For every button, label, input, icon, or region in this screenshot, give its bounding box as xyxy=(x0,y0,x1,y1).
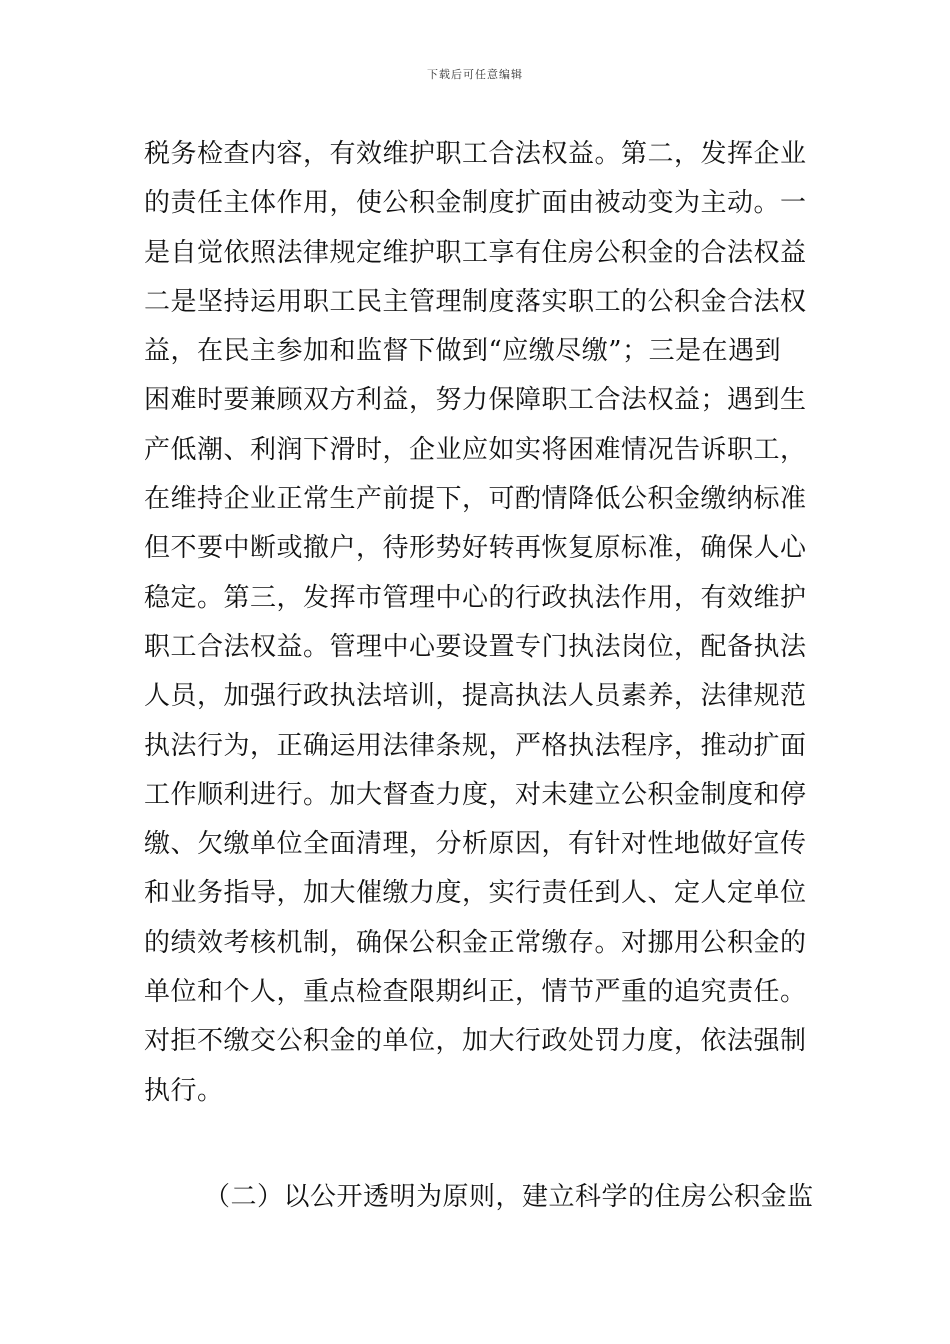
body-paragraph xyxy=(144,130,814,1116)
page-header: 下载后可任意编辑 xyxy=(427,68,523,81)
section-heading: （二）以公开透明为原则，建立科学的住房公积金监 xyxy=(204,1182,814,1212)
text-line: 职工合法权益。管理中心要设置专门执法岗位，配备执法 xyxy=(144,631,807,662)
text-line: 产低潮、利润下滑时，企业应如实将困难情况告诉职工， xyxy=(144,434,807,465)
text-line: 工作顺利进行。加大督查力度，对未建立公积金制度和停 xyxy=(144,779,807,810)
text-line: 但不要中断或撤户，待形势好转再恢复原标准，确保人心 xyxy=(144,533,807,564)
text-line: 执行。 xyxy=(144,1075,224,1106)
text-line: 是自觉依照法律规定维护职工享有住房公积金的合法权益 xyxy=(144,237,807,268)
text-line: 益，在民主参加和监督下做到“应缴尽缴”；三是在遇到 xyxy=(144,336,782,367)
text-line: 缴、欠缴单位全面清理，分析原因，有针对性地做好宣传 xyxy=(144,829,807,860)
text-line: 税务检查内容，有效维护职工合法权益。第二，发挥企业 xyxy=(144,139,807,169)
text-line: 在维持企业正常生产前提下，可酌情降低公积金缴纳标准 xyxy=(144,484,807,515)
text-line: 困难时要兼顾双方利益，努力保障职工合法权益；遇到生 xyxy=(144,385,807,416)
text-line: 和业务指导，加大催缴力度，实行责任到人、定人定单位 xyxy=(144,878,807,909)
text-line: 稳定。第三，发挥市管理中心的行政执法作用，有效维护 xyxy=(144,582,807,613)
text-line: 的责任主体作用，使公积金制度扩面由被动变为主动。一 xyxy=(144,188,807,219)
text-line: 人员，加强行政执法培训，提高执法人员素养，法律规范 xyxy=(144,681,807,712)
text-line: 执法行为，正确运用法律条规，严格执法程序，推动扩面 xyxy=(144,730,807,761)
text-line: 二是坚持运用职工民主管理制度落实职工的公积金合法权 xyxy=(144,286,807,317)
text-line: 单位和个人，重点检查限期纠正，情节严重的追究责任。 xyxy=(144,977,807,1008)
text-line: 的绩效考核机制，确保公积金正常缴存。对挪用公积金的 xyxy=(144,927,807,958)
text-line: 对拒不缴交公积金的单位，加大行政处罚力度，依法强制 xyxy=(144,1026,807,1057)
